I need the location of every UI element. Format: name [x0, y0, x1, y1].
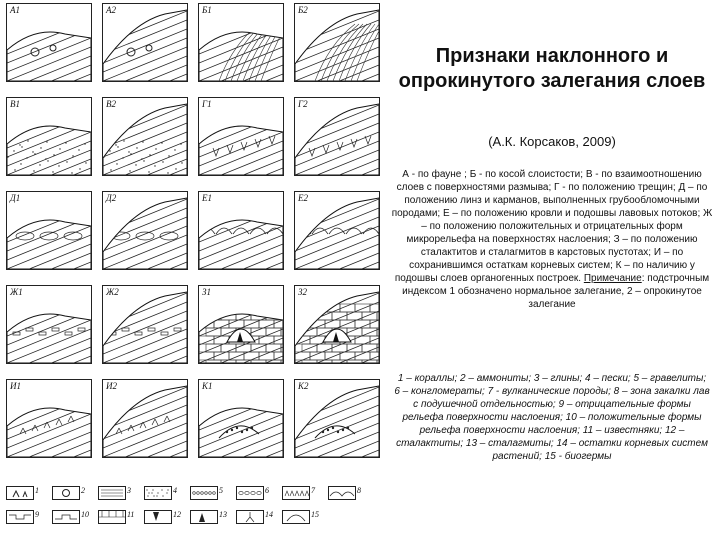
panel-drawing: [295, 192, 379, 269]
panel-drawing: [199, 286, 283, 363]
panel-drawing: [103, 98, 187, 175]
description-body: А - по фауне ; Б - по косой слоистости; В - по взаимоотношению слоев с поверхностями размыва; Г - по положению трещин; Д – по положению линз и карманов, выполненных грубообломочными породами; Е – по положению кровли и подошвы лавовых потоков; Ж – по положению положительных и отрицательных форм микрорельефа на поверхностях наслоения; З – по положению сталактитов и сталагмитов в карстовых пустотах; И – по сохранившимся остаткам корневых систем; К – по наличию у подошвы слоев органогенных построек.: [391, 169, 713, 284]
figure-panel: [6, 285, 92, 364]
figure-panel: [102, 97, 188, 176]
figure-panel: [294, 97, 380, 176]
legend-swatch: [52, 510, 80, 524]
legend-number: 15: [311, 510, 319, 519]
panel-drawing: [7, 380, 91, 457]
panel-drawing: [7, 4, 91, 81]
panel-label: Б2: [298, 5, 308, 15]
figure-panel: [6, 3, 92, 82]
panel-label: Д1: [10, 193, 21, 203]
panel-label: Ж2: [106, 287, 119, 297]
legend-swatch: [6, 486, 34, 500]
figure-panel: [198, 379, 284, 458]
panel-drawing: [295, 4, 379, 81]
panel-drawing: [103, 192, 187, 269]
panel-label: В2: [106, 99, 116, 109]
panel-drawing: [199, 192, 283, 269]
panel-drawing: [199, 380, 283, 457]
figure-panel: [294, 3, 380, 82]
legend-swatch: [282, 486, 310, 500]
legend-swatch: [52, 486, 80, 500]
legend-swatch: [144, 510, 172, 524]
legend-swatch: [190, 486, 218, 500]
legend-number: 12: [173, 510, 181, 519]
legend-number: 6: [265, 486, 269, 495]
panel-drawing: [7, 286, 91, 363]
legend-swatch: [144, 486, 172, 500]
legend-number: 4: [173, 486, 177, 495]
panel-label: З2: [298, 287, 307, 297]
legend-number: 7: [311, 486, 315, 495]
legend-swatch: [98, 486, 126, 500]
figure-panel: [102, 285, 188, 364]
legend-swatch: [282, 510, 310, 524]
legend-number: 11: [127, 510, 135, 519]
panel-label: И1: [10, 381, 21, 391]
panel-label: З1: [202, 287, 211, 297]
panel-drawing: [7, 192, 91, 269]
panel-label: В1: [10, 99, 20, 109]
legend-number: 14: [265, 510, 273, 519]
figure-panel: [294, 379, 380, 458]
slide-title: Признаки наклонного и опрокинутого залегания слоев: [398, 45, 706, 92]
figure-panel: [294, 191, 380, 270]
legend-text: 1 – кораллы; 2 – аммониты; 3 – глины; 4 – пески; 5 – гравелиты; 6 – конгломераты; 7 - вулканические породы; 8 – зона закалки лав с подушечной отдельностью; 9 – отрицательные формы рельефа поверхности наслоения; 10 – положительные формы рельефа поверхности наслоения; 11 – известняки; 12 – сталактиты; 13 – сталагмиты; 14 – остатки корневых систем растений; 15 - биогермы: [394, 373, 710, 462]
panel-label: К1: [202, 381, 213, 391]
legend-number: 13: [219, 510, 227, 519]
figure-panel: [294, 285, 380, 364]
figure-panel: [6, 379, 92, 458]
legend-row: [6, 506, 378, 526]
panel-label: Ж1: [10, 287, 23, 297]
note-label: Примечание: [583, 273, 642, 284]
legend-swatch: [236, 510, 264, 524]
figure-panel: [198, 191, 284, 270]
legend-swatch: [190, 510, 218, 524]
figure-panel: [102, 191, 188, 270]
panel-label: Д2: [106, 193, 117, 203]
panel-label: А1: [10, 5, 20, 15]
panel-drawing: [103, 380, 187, 457]
text-column: [388, 0, 716, 540]
legend-swatch: [6, 510, 34, 524]
legend-number: 2: [81, 486, 85, 495]
panel-drawing: [199, 98, 283, 175]
legend-number: 1: [35, 486, 39, 495]
legend-swatch: [328, 486, 356, 500]
panel-drawing: [295, 98, 379, 175]
description-text: [390, 168, 714, 311]
panel-drawing: [295, 286, 379, 363]
legend-swatch: [98, 510, 126, 524]
legend-number: 9: [35, 510, 39, 519]
panel-label: Е1: [202, 193, 212, 203]
figure-panel: [6, 191, 92, 270]
legend-row: [6, 482, 378, 502]
panel-drawing: [103, 286, 187, 363]
panel-label: И2: [106, 381, 117, 391]
panel-drawing: [199, 4, 283, 81]
author-citation: (А.К. Корсаков, 2009): [488, 134, 616, 149]
figure-panel: [198, 285, 284, 364]
panel-drawing: [103, 4, 187, 81]
legend-swatch: [236, 486, 264, 500]
panel-label: Е2: [298, 193, 308, 203]
legend-number: 3: [127, 486, 131, 495]
panel-label: К2: [298, 381, 309, 391]
panel-drawing: [295, 380, 379, 457]
legend-number: 10: [81, 510, 89, 519]
panel-label: Г1: [202, 99, 212, 109]
figure-panel: [6, 97, 92, 176]
figure-panel: [198, 97, 284, 176]
panel-label: Г2: [298, 99, 308, 109]
panel-drawing: [7, 98, 91, 175]
figure-panel: [102, 3, 188, 82]
legend-number: 5: [219, 486, 223, 495]
note-text: : подстрочным индексом 1 обозначено нормальное залегание, 2 – опрокинутое залегание: [402, 273, 710, 310]
panel-label: А2: [106, 5, 116, 15]
figure-panel: [198, 3, 284, 82]
legend-number: 8: [357, 486, 361, 495]
figure-panel: [102, 379, 188, 458]
panel-label: Б1: [202, 5, 212, 15]
